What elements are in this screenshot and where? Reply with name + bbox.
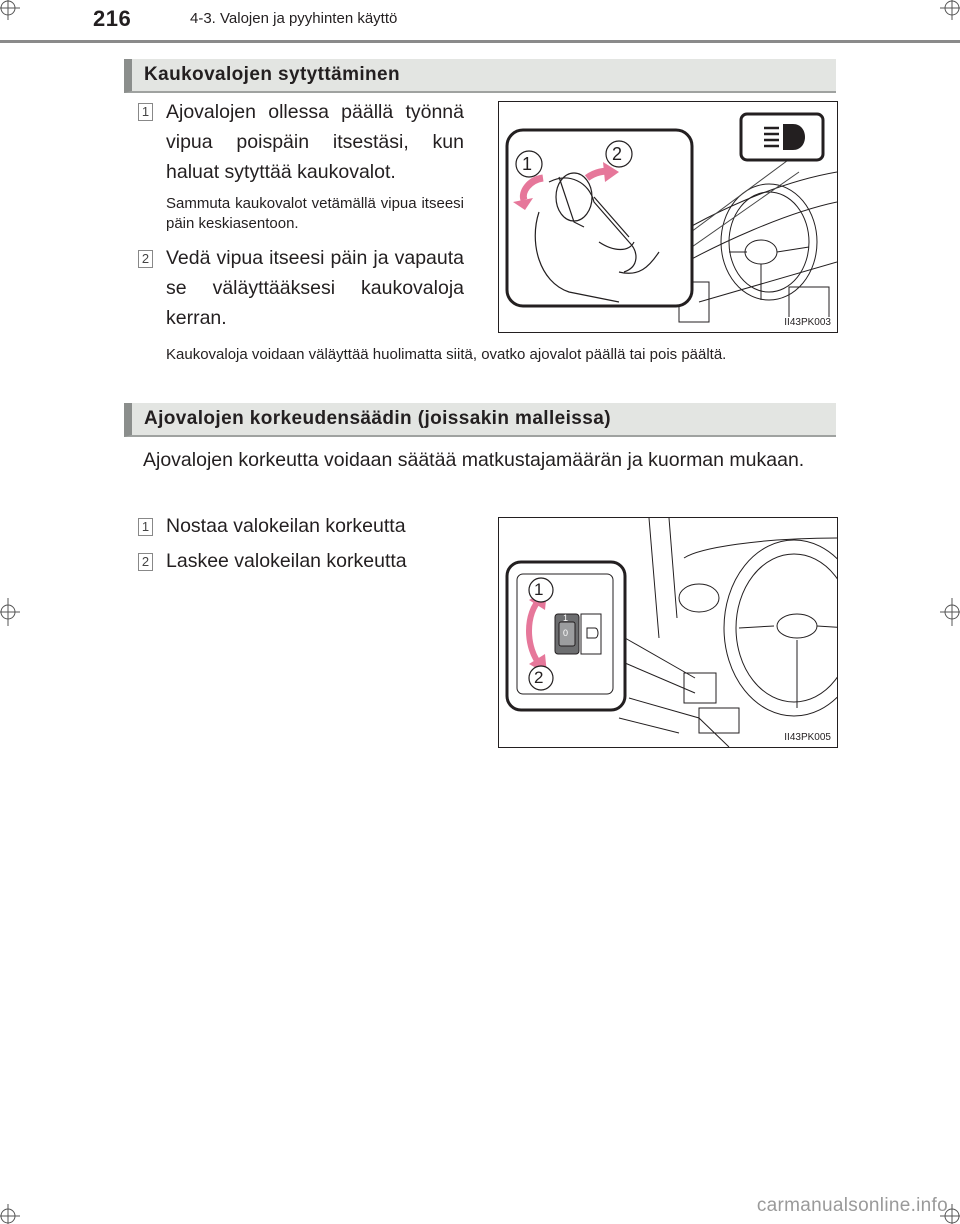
item1-text: Nostaa valokeilan korkeutta [166, 515, 406, 537]
item-marker-2: 2 [138, 553, 153, 571]
step1-text: Ajovalojen ollessa päällä työnnä vipua poispäin itsestäsi, kun haluat sytyttää kaukovalot. [166, 101, 464, 183]
figure1-label-2: 2 [612, 144, 623, 164]
dial-mark-top: 1 [563, 613, 569, 623]
step-marker-1: 1 [138, 103, 153, 121]
step-marker-2: 2 [138, 250, 153, 268]
chapter-title: 4-3. Valojen ja pyyhinten käyttö [190, 10, 398, 27]
figure1-code: II43PK003 [784, 317, 831, 328]
section-heading-high-beams: Kaukovalojen sytyttäminen [124, 59, 836, 93]
figure2-label-1: 1 [534, 580, 544, 599]
leveling-intro: Ajovalojen korkeutta voidaan säätää matkustajamäärän ja kuorman mukaan. [143, 449, 805, 471]
figure2-label-2: 2 [534, 668, 544, 687]
step2-text: Vedä vipua itseesi päin ja vapauta se väläyttääksesi kaukovaloja kerran. [166, 247, 464, 329]
figure-high-beam-lever [498, 101, 838, 333]
step1-note: Sammuta kaukovalot vetämällä vipua itseesi päin keskiasentoon. [166, 195, 464, 232]
lever-illustration [499, 102, 837, 332]
item2-text: Laskee valokeilan korkeutta [166, 550, 407, 572]
flash-note: Kaukovaloja voidaan väläyttää huolimatta siitä, ovatko ajovalot päällä tai pois päältä. [166, 346, 727, 363]
page-number: 216 [93, 6, 132, 31]
dashboard-illustration [499, 518, 837, 747]
header-rule [0, 40, 960, 43]
figure-leveling-dial [498, 517, 838, 748]
item-marker-1: 1 [138, 518, 153, 536]
section-heading-leveling: Ajovalojen korkeudensäädin (joissakin malleissa) [124, 403, 836, 437]
dial-mark-mid: 0 [563, 628, 569, 638]
figure1-label-1: 1 [522, 154, 533, 174]
watermark: carmanualsonline.info [756, 1195, 948, 1216]
figure2-code: II43PK005 [784, 732, 831, 743]
